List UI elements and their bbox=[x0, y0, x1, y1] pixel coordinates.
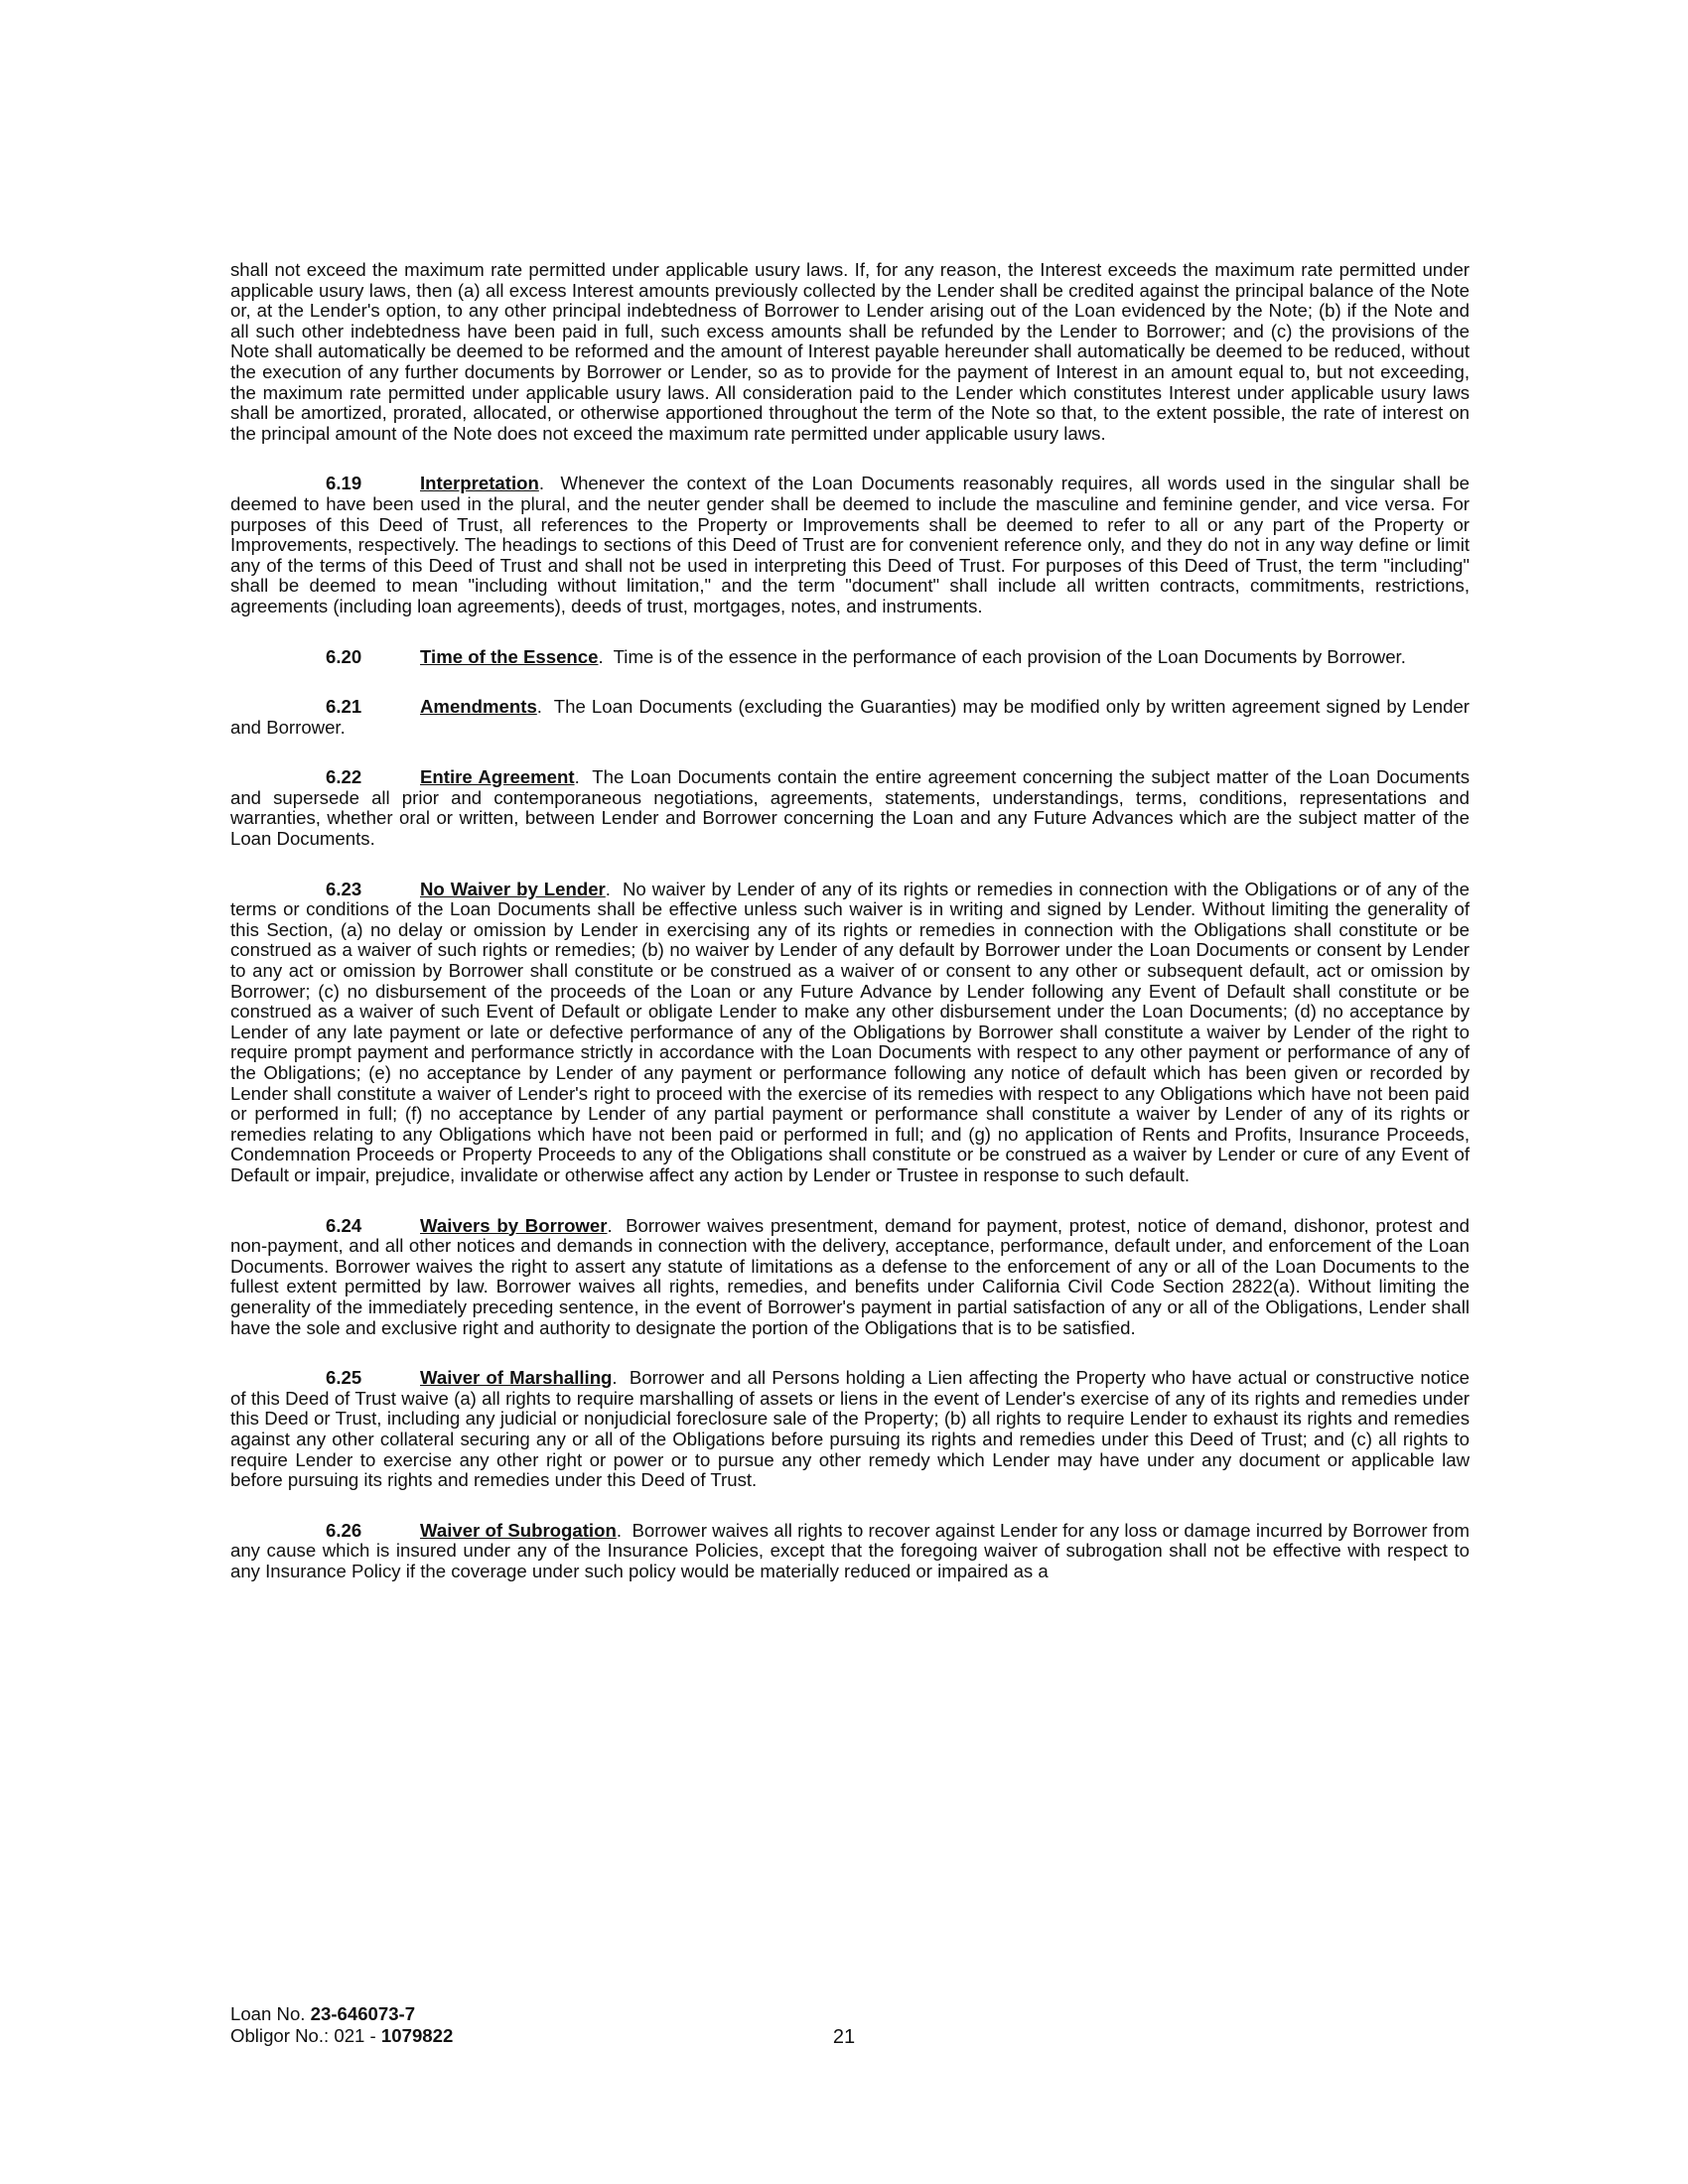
section-title: Interpretation bbox=[420, 473, 539, 494]
section-6-22: 6.22 Entire Agreement. The Loan Documents contain the entire agreement concerning the subject matter of the Loan Documents and supersede all prior and contemporaneous negotiations, agreements, statements, understandings, terms, conditions, representations and warranties, whether oral or written, between Lender and Borrower concerning the Loan and any Future Advances which are the subject matter of the Loan Documents. bbox=[230, 766, 1470, 850]
section-6-19: 6.19 Interpretation. Whenever the context of the Loan Documents reasonably requires, all words used in the singular shall be deemed to have been used in the plural, and the neuter gender shall be deemed to include the masculine and feminine gender, and vice versa. For purposes of this Deed of Trust, all references to the Property or Improvements shall be deemed to refer to all or any part of the Property or Improvements, respectively. The headings to sections of this Deed of Trust are for convenient reference only, and they do not in any way define or limit any of the terms of this Deed of Trust and shall not be used in interpreting this Deed of Trust. For purposes of this Deed of Trust, the term "including" shall be deemed to mean "including without limitation," and the term "document" shall include all written contracts, commitments, restrictions, agreements (including loan agreements), deeds of trust, mortgages, notes, and instruments. bbox=[230, 473, 1470, 616]
section-title: Amendments bbox=[420, 696, 537, 718]
section-number: 6.20 bbox=[326, 645, 362, 667]
section-text: The Loan Documents contain the entire agreement concerning the subject matter of the Loan Documents and supersede all prior and contemporaneous negotiations, agreements, statements, understandings, terms, conditions, representations and warranties, whether oral or written, between Lender and Borrower concerning the Loan and any Future Advances which are the subject matter of the Loan Documents. bbox=[230, 766, 1470, 850]
section-title: No Waiver by Lender bbox=[420, 878, 606, 899]
section-text: Borrower and all Persons holding a Lien affecting the Property who have actual or constructive notice of this Deed of Trust waive (a) all rights to require marshalling of assets or liens in the event of Lender's exercise of any of its rights and remedies under this Deed or Trust, including any judicial or nonjudicial foreclosure sale of the Property; (b) all rights to require Lender to exhaust its rights and remedies against any other collateral securing any or all of the Obligations before pursuing its rights and remedies under this Deed of Trust; and (c) all rights to require Lender to exercise any other right or power or to pursue any other remedy which Lender may have under any document or applicable law before pursuing its rights and remedies under this Deed of Trust. bbox=[230, 1367, 1470, 1491]
section-6-26: 6.26 Waiver of Subrogation. Borrower waives all rights to recover against Lender for any loss or damage incurred by Borrower from any cause which is insured under any of the Insurance Policies, except that the foregoing waiver of subrogation shall not be effective with respect to any Insurance Policy if the coverage under such policy would be materially reduced or impaired as a bbox=[230, 1519, 1471, 1581]
section-number: 6.24 bbox=[326, 1214, 362, 1236]
section-title: Waiver of Marshalling bbox=[420, 1367, 613, 1389]
section-6-23: 6.23 No Waiver by Lender. No waiver by Lender of any of its rights or remedies in connection with the Obligations or of any of the terms or conditions of the Loan Documents shall be effective unless such waiver is in writing and signed by Lender. Without limiting the generality of this Section, (a) no delay or omission by Lender in exercising any of its rights or remedies in connection with the Obligations shall constitute or be construed as a waiver of such rights or remedies; (b) no waiver by Lender of any default by Borrower under the Loan Documents or consent by Lender to any act or omission by Borrower shall constitute or be construed as a waiver of or consent to any other or subsequent default, act or omission by Borrower; (c) no disbursement of the proceeds of the Loan or any Future Advance by Lender following any Event of Default shall constitute or be construed as a waiver of such Event of Default or obligate Lender to make any other disbursement under the Loan Documents; (d) no acceptance by Lender of any late payment or late or defective performance of any of the Obligations by Borrower shall constitute a waiver by Lender of the right to require prompt payment and performance strictly in accordance with the Loan Documents with respect to any other payment or performance of any of the Obligations; (e) no acceptance by Lender of any payment or performance following any notice of default which has been given or recorded by Lender shall constitute a waiver of Lender's right to proceed with the exercise of its remedies with respect to any Obligations which have not been paid or performed in full; (f) no acceptance by Lender of any partial payment or performance shall constitute a waiver by Lender of any of its rights or remedies relating to any Obligations which have not been paid or performed in full; and (g) no application of Rents and Profits, Insurance Proceeds, Condemnation Proceeds or Property Proceeds to any of the Obligations shall constitute or be construed as a waiver by Lender or cure of any Event of Default or impair, prejudice, invalidate or otherwise affect any action by Lender or Trustee in response to such default. bbox=[230, 878, 1470, 1185]
section-title: Waivers by Borrower bbox=[420, 1214, 608, 1236]
section-6-25: 6.25 Waiver of Marshalling. Borrower and all Persons holding a Lien affecting the Property who have actual or constructive notice of this Deed of Trust waive (a) all rights to require marshalling of assets or liens in the event of Lender's exercise of any of its rights and remedies under this Deed or Trust, including any judicial or nonjudicial foreclosure sale of the Property; (b) all rights to require Lender to exhaust its rights and remedies against any other collateral securing any or all of the Obligations before pursuing its rights and remedies under this Deed of Trust; and (c) all rights to require Lender to exercise any other right or power or to pursue any other remedy which Lender may have under any document or applicable law before pursuing its rights and remedies under this Deed of Trust. bbox=[230, 1367, 1470, 1491]
section-title: Entire Agreement bbox=[420, 766, 575, 788]
section-6-20: 6.20 Time of the Essence. Time is of the essence in the performance of each provision of the Loan Documents by Borrower. bbox=[326, 645, 1406, 667]
section-title: Time of the Essence bbox=[420, 645, 599, 667]
section-number: 6.26 bbox=[326, 1519, 362, 1541]
intro-paragraph: shall not exceed the maximum rate permitted under applicable usury laws. If, for any reason, the Interest exceeds the maximum rate permitted under applicable usury laws, then (a) all excess Interest amounts previously collected by the Lender shall be credited against the principal balance of the Note or, at the Lender's option, to any other principal indebtedness of Borrower to Lender arising out of the Loan evidenced by the Note; (b) if the Note and all such other indebtedness have been paid in full, such excess amounts shall be refunded by the Lender to Borrower; and (c) the provisions of the Note shall automatically be deemed to be reformed and the amount of Interest payable hereunder shall automatically be deemed to be reduced, without the execution of any further documents by Borrower or Lender, so as to provide for the payment of Interest in an amount equal to, but not exceeding, the maximum rate permitted under applicable usury laws. All consideration paid to the Lender which constitutes Interest under applicable usury laws shall be amortized, prorated, allocated, or otherwise apportioned throughout the term of the Note so that, to the extent possible, the rate of interest on the principal amount of the Note does not exceed the maximum rate permitted under applicable usury laws. bbox=[230, 259, 1470, 444]
section-text: Borrower waives all rights to recover against Lender for any loss or damage incurred by Borrower from any cause which is insured under any of the Insurance Policies, except that the foregoing waiver of subrogation shall not be effective with respect to any Insurance Policy if the coverage under such policy would be materially reduced or impaired as a bbox=[230, 1519, 1471, 1581]
section-text: Time is of the essence in the performance of each provision of the Loan Documents by Borrower. bbox=[613, 645, 1406, 667]
section-number: 6.22 bbox=[326, 766, 362, 788]
section-number: 6.19 bbox=[326, 473, 362, 494]
loan-label: Loan No. bbox=[230, 2003, 311, 2024]
loan-number-line bbox=[230, 2003, 453, 2025]
section-text: The Loan Documents (excluding the Guaranties) may be modified only by written agreement signed by Lender and Borrower. bbox=[230, 696, 1470, 738]
obligor-number: 1079822 bbox=[380, 2025, 454, 2046]
document-body bbox=[230, 260, 1470, 1611]
page-number: 21 bbox=[832, 2026, 856, 2048]
section-6-24: 6.24 Waivers by Borrower. Borrower waives presentment, demand for payment, protest, notice of demand, dishonor, protest and non-payment, and all other notices and demands in connection with the delivery, acceptance, performance, default under, and enforcement of the Loan Documents. Borrower waives the right to assert any statute of limitations as a defense to the enforcement of any or all of the Loan Documents to the fullest extent permitted by law. Borrower waives all rights, remedies, and benefits under California Civil Code Section 2822(a). Without limiting the generality of the immediately preceding sentence, in the event of Borrower's payment in partial satisfaction of any or all of the Obligations, Lender shall have the sole and exclusive right and authority to designate the portion of the Obligations that is to be satisfied. bbox=[230, 1214, 1470, 1338]
section-text: Borrower waives presentment, demand for payment, protest, notice of demand, dishonor, protest and non-payment, and all other notices and demands in connection with the delivery, acceptance, performance, default under, and enforcement of the Loan Documents. Borrower waives the right to assert any statute of limitations as a defense to the enforcement of any or all of the Loan Documents to the fullest extent permitted by law. Borrower waives all rights, remedies, and benefits under California Civil Code Section 2822(a). Without limiting the generality of the immediately preceding sentence, in the event of Borrower's payment in partial satisfaction of any or all of the Obligations, Lender shall have the sole and exclusive right and authority to designate the portion of the Obligations that is to be satisfied. bbox=[230, 1214, 1470, 1338]
obligor-label: Obligor No.: 021 - bbox=[230, 2025, 381, 2046]
section-number: 6.25 bbox=[326, 1367, 362, 1389]
section-text: Whenever the context of the Loan Documents reasonably requires, all words used in the singular shall be deemed to have been used in the plural, and the neuter gender shall be deemed to include the masculine and feminine gender, and vice versa. For purposes of this Deed of Trust, all references to the Property or Improvements shall be deemed to refer to all or any part of the Property or Improvements, respectively. The headings to sections of this Deed of Trust are for convenient reference only, and they do not in any way define or limit any of the terms of this Deed of Trust and shall not be used in interpreting this Deed of Trust. For purposes of this Deed of Trust, the term "including" shall be deemed to mean "including without limitation," and the term "document" shall include all written contracts, commitments, restrictions, agreements (including loan agreements), deeds of trust, mortgages, notes, and instruments. bbox=[230, 473, 1470, 616]
loan-number: 23-646073-7 bbox=[310, 2003, 416, 2024]
section-text: No waiver by Lender of any of its rights or remedies in connection with the Obligations or of any of the terms or conditions of the Loan Documents shall be effective unless such waiver is in writing and signed by Lender. Without limiting the generality of this Section, (a) no delay or omission by Lender in exercising any of its rights or remedies in connection with the Obligations shall constitute or be construed as a waiver of such rights or remedies; (b) no waiver by Lender of any default by Borrower under the Loan Documents or consent by Lender to any act or omission by Borrower shall constitute or be construed as a waiver of or consent to any other or subsequent default, act or omission by Borrower; (c) no disbursement of the proceeds of the Loan or any Future Advance by Lender following any Event of Default shall constitute or be construed as a waiver of such Event of Default or obligate Lender to make any other disbursement under the Loan Documents; (d) no acceptance by Lender of any late payment or late or defective performance of any of the Obligations by Borrower shall constitute a waiver by Lender of the right to require prompt payment and performance strictly in accordance with the Loan Documents with respect to any other payment or performance of any of the Obligations; (e) no acceptance by Lender of any payment or performance following any notice of default which has been given or recorded by Lender shall constitute a waiver of Lender's right to proceed with the exercise of its remedies with respect to any Obligations which have not been paid or performed in full; (f) no acceptance by Lender of any partial payment or performance shall constitute a waiver by Lender of any of its rights or remedies relating to any Obligations which have not been paid or performed in full; and (g) no application of Rents and Profits, Insurance Proceeds, Condemnation Proceeds or Property Proceeds to any of the Obligations shall constitute or be construed as a waiver by Lender or cure of any Event of Default or impair, prejudice, invalidate or otherwise affect any action by Lender or Trustee in response to such default. bbox=[230, 878, 1470, 1185]
section-6-21: 6.21 Amendments. The Loan Documents (excluding the Guaranties) may be modified only by written agreement signed by Lender and Borrower. bbox=[230, 696, 1470, 738]
section-number: 6.21 bbox=[326, 696, 362, 718]
section-number: 6.23 bbox=[326, 878, 362, 899]
section-title: Waiver of Subrogation bbox=[420, 1519, 617, 1541]
